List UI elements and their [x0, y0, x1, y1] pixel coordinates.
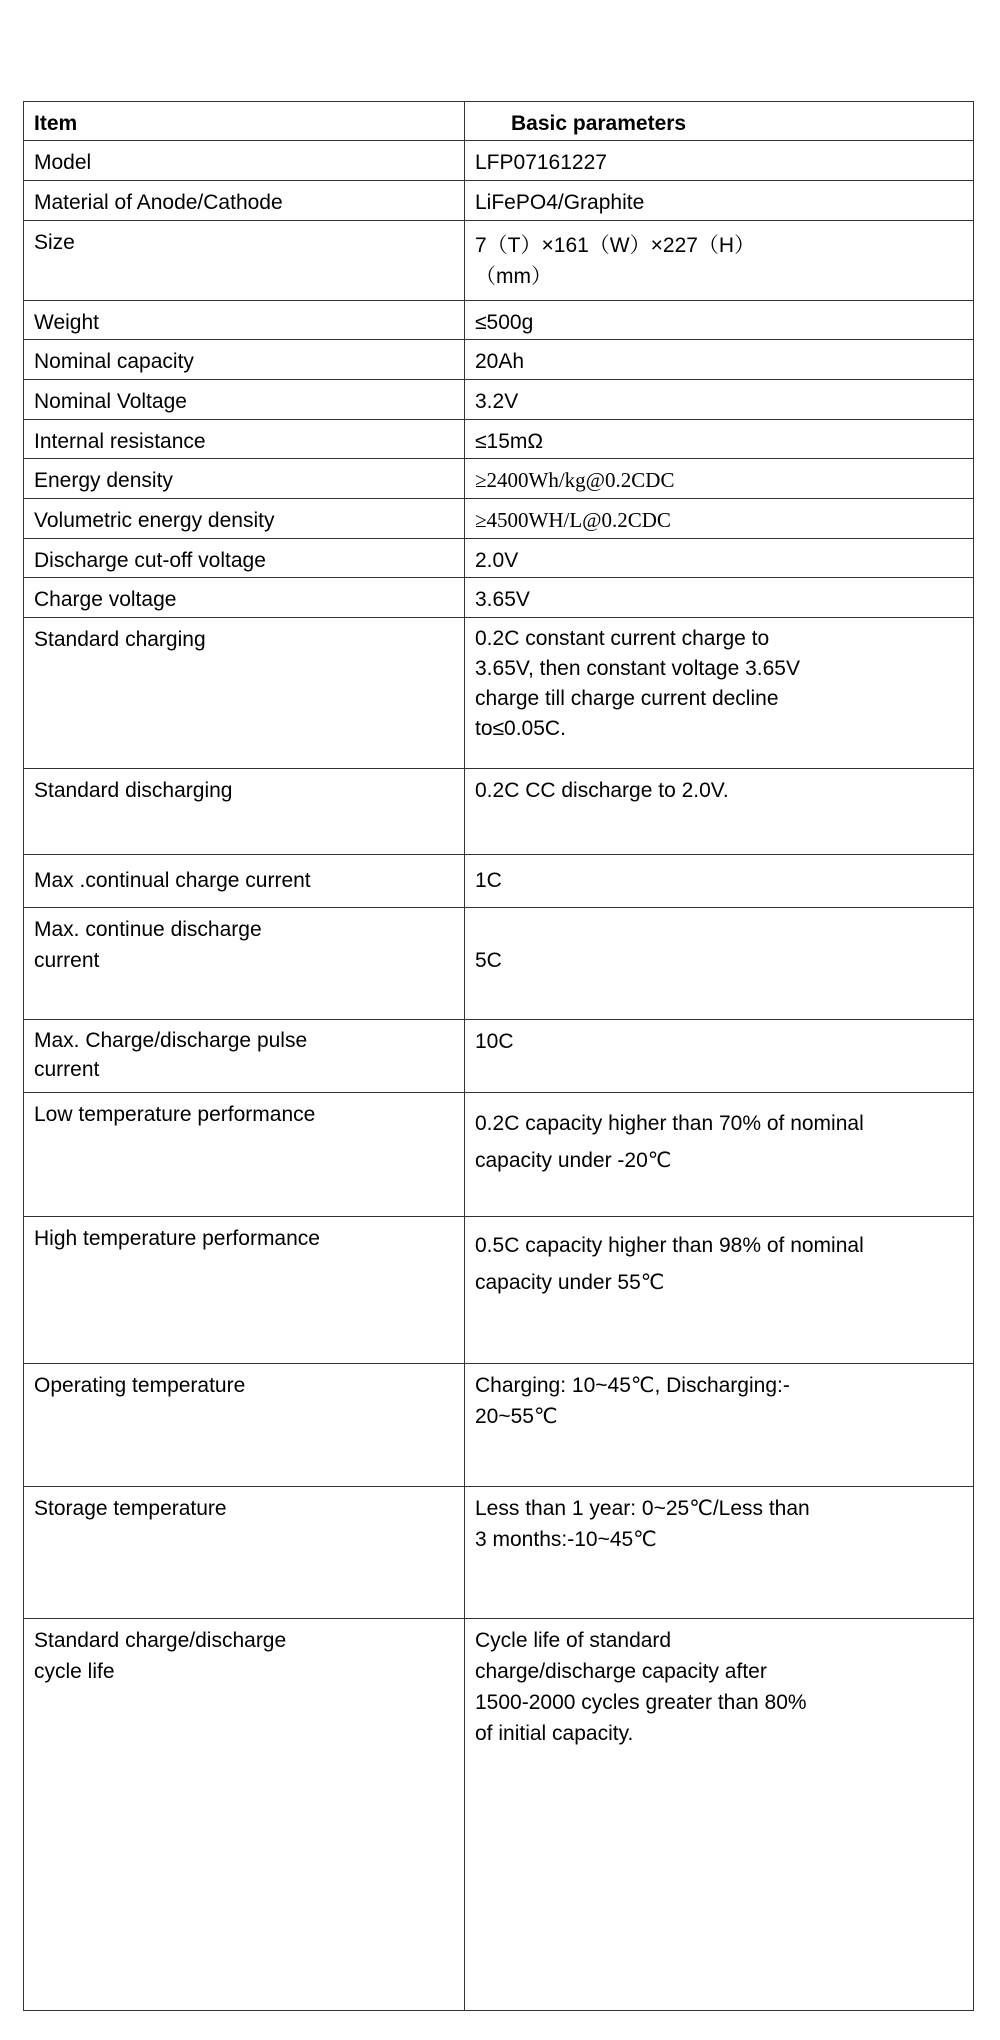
row-label-discharge-cutoff: Discharge cut-off voltage — [24, 539, 465, 578]
table-row — [24, 221, 974, 301]
row-value-storage-temp: Less than 1 year: 0~25℃/Less than 3 months:-10~45℃ — [465, 1487, 974, 1619]
row-label-storage-temp: Storage temperature — [24, 1487, 465, 1619]
table-row — [24, 141, 974, 181]
row-label-material: Material of Anode/Cathode — [24, 181, 465, 221]
row-value-low-temp: 0.2C capacity higher than 70% of nominal capacity under -20℃ — [465, 1093, 974, 1217]
row-value-standard-discharging: 0.2C CC discharge to 2.0V. — [465, 769, 974, 855]
row-value-standard-charging: 0.2C constant current charge to 3.65V, then constant voltage 3.65V charge till charge current decline to≤0.05C. — [465, 618, 974, 769]
row-label-max-discharge-current: Max. continue discharge current — [24, 908, 465, 1020]
table-row — [24, 1217, 974, 1364]
row-value-nominal-capacity: 20Ah — [465, 340, 974, 380]
table-row — [24, 380, 974, 420]
row-value-energy-density: ≥2400Wh/kg@0.2CDC — [465, 459, 974, 499]
table-row — [24, 301, 974, 340]
table-row — [24, 1364, 974, 1487]
row-value-volumetric-energy-density: ≥4500WH/L@0.2CDC — [465, 499, 974, 539]
row-label-charge-voltage: Charge voltage — [24, 578, 465, 618]
row-label-cycle-life: Standard charge/discharge cycle life — [24, 1619, 465, 2011]
row-value-nominal-voltage: 3.2V — [465, 380, 974, 420]
row-value-max-discharge-current: 5C — [465, 908, 974, 1020]
header-basic-parameters: Basic parameters — [465, 102, 974, 141]
row-label-model: Model — [24, 141, 465, 181]
row-value-size: 7（T）×161（W）×227（H） （mm） — [465, 221, 974, 301]
row-label-internal-resistance: Internal resistance — [24, 420, 465, 459]
row-label-low-temp: Low temperature performance — [24, 1093, 465, 1217]
table-row — [24, 908, 974, 1020]
row-label-nominal-voltage: Nominal Voltage — [24, 380, 465, 420]
table-row — [24, 618, 974, 769]
row-label-size: Size — [24, 221, 465, 301]
row-label-volumetric-energy-density: Volumetric energy density — [24, 499, 465, 539]
row-value-cycle-life: Cycle life of standard charge/discharge capacity after 1500-2000 cycles greater than 80% of initial capacity. — [465, 1619, 974, 2011]
row-value-material: LiFePO4/Graphite — [465, 181, 974, 221]
table-row — [24, 499, 974, 539]
battery-spec-table — [23, 101, 974, 2011]
row-value-charge-voltage: 3.65V — [465, 578, 974, 618]
table-row — [24, 1487, 974, 1619]
table-row — [24, 1020, 974, 1093]
row-label-max-charge-current: Max .continual charge current — [24, 855, 465, 908]
row-label-nominal-capacity: Nominal capacity — [24, 340, 465, 380]
row-label-standard-charging: Standard charging — [24, 618, 465, 769]
row-value-internal-resistance: ≤15mΩ — [465, 420, 974, 459]
row-label-energy-density: Energy density — [24, 459, 465, 499]
row-label-weight: Weight — [24, 301, 465, 340]
table-row — [24, 1619, 974, 2011]
table-row — [24, 181, 974, 221]
table-row — [24, 420, 974, 459]
table-row — [24, 539, 974, 578]
row-value-weight: ≤500g — [465, 301, 974, 340]
table-header-row — [24, 102, 974, 141]
table-row — [24, 340, 974, 380]
table-row — [24, 855, 974, 908]
table-row — [24, 459, 974, 499]
table-row — [24, 578, 974, 618]
table-row — [24, 769, 974, 855]
row-value-max-charge-current: 1C — [465, 855, 974, 908]
row-label-high-temp: High temperature performance — [24, 1217, 465, 1364]
row-value-high-temp: 0.5C capacity higher than 98% of nominal capacity under 55℃ — [465, 1217, 974, 1364]
row-value-pulse-current: 10C — [465, 1020, 974, 1093]
table-row — [24, 1093, 974, 1217]
row-value-model: LFP07161227 — [465, 141, 974, 181]
row-value-discharge-cutoff: 2.0V — [465, 539, 974, 578]
row-label-operating-temp: Operating temperature — [24, 1364, 465, 1487]
row-value-operating-temp: Charging: 10~45℃, Discharging:- 20~55℃ — [465, 1364, 974, 1487]
header-item: Item — [24, 102, 465, 141]
row-label-standard-discharging: Standard discharging — [24, 769, 465, 855]
row-label-pulse-current: Max. Charge/discharge pulse current — [24, 1020, 465, 1093]
